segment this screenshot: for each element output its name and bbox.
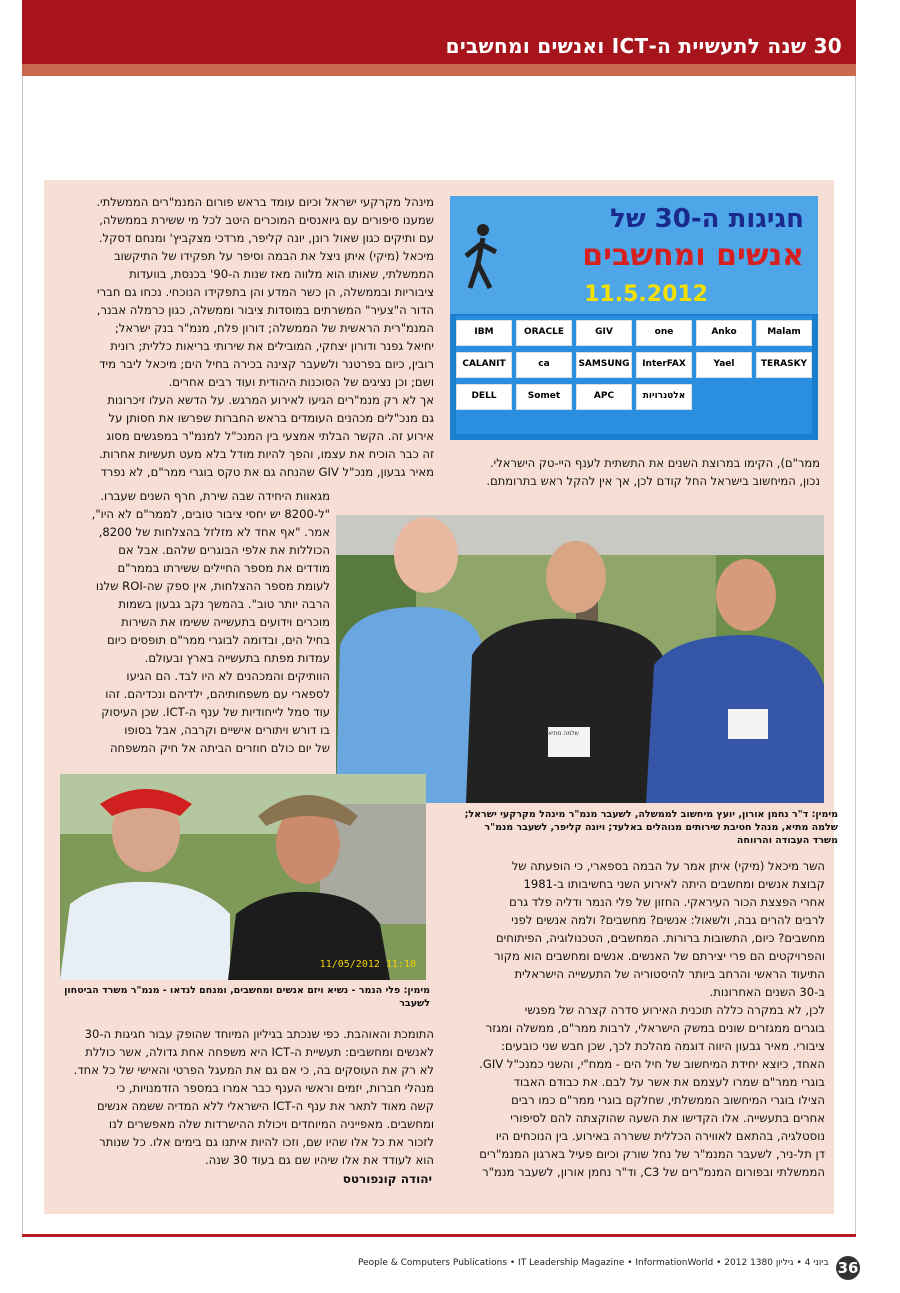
text-line: קשה מאוד לתאר את ענף ה-ICT הישראלי ללא המדיה ששמה אנשים — [96, 1099, 434, 1113]
sponsor-logo: InterFAX — [636, 352, 692, 378]
sponsor-logo: TERASKY — [756, 352, 812, 378]
sponsor-logo: אלטנרויות — [636, 384, 692, 410]
sponsor-logo: IBM — [456, 320, 512, 346]
text-line: לאנשים ומחשבים: תעשיית ה-ICT היא משפחה אחת גדולה, אשר כוללת — [85, 1045, 434, 1059]
text-line: השר מיכאל (מיקי) איתן אמר על הבמה בספארי, כי הופעתה של — [511, 859, 825, 873]
text-line: התיעוד הראשי והרחב ביותר להיסטוריה של התעשייה הישראלית — [514, 967, 825, 981]
sponsor-logo: ORACLE — [516, 320, 572, 346]
text-line: הוותיקים והמכהנים לא היו לבד. הם הגיעו — [126, 669, 330, 683]
text-line: האחד, כיוצא יחידת המיחשוב של חיל הים - ממח"י, והשני כמנכ"ל GIV. — [479, 1057, 825, 1071]
text-line: לזכור את כל אלו שהיו שם, וזכו להיות איתנו גם בימים אלו. כל שנותר — [99, 1135, 434, 1149]
pair-photo — [60, 774, 426, 980]
text-line: הרבה יותר טוב". בהמשך נקב גבעון בשמות — [118, 597, 330, 611]
text-line: מגאוות היחידה שבה שירת, חרף השנים שעברו. — [100, 489, 330, 503]
text-line: אירוע זה. הקשר הבלתי אמצעי בין המנכ"ל למנמ"ר במפגשים מסוג — [106, 429, 434, 443]
sponsor-logo: DELL — [456, 384, 512, 410]
caption-line: שלמה מתיא, מנהל חטיבת שירותים מנוהלים באלעד; ויונה קליפר, לשעבר מנמ"ר — [484, 822, 838, 833]
text-line: מודדים את מספר החיילים ששירתו בממר"ם — [117, 561, 330, 575]
text-line: בוגרים ממגזרים שונים במשק הישראלי, לרבות ממר"ם, ממשלה ומגזר — [485, 1021, 825, 1035]
text-line: ושם; וכן נציגים של הסוכנות היהודית ועוד רבים אחרים. — [168, 375, 434, 389]
sponsor-logo: GIV — [576, 320, 632, 346]
caption-line: לשעבר — [399, 998, 430, 1009]
sign-line1: חגיגות ה-30 של — [610, 204, 804, 234]
text-line: ומחשבים. מאפייניה המיוחדים ויכולת ההישרדות שלה מאפשרים לנו — [108, 1117, 434, 1131]
text-line: שמענו סיפורים עם גיואנסים המוכרים היטב לכל מי ששירת בממשלה, — [99, 213, 434, 227]
event-sign-photo — [450, 196, 818, 440]
text-line: בו דורש ויתורים אישיים וקרבה, אבל בסופו — [124, 723, 330, 737]
text-line: הכוללות את אלפי הבוגרים שלהם. אבל אם — [118, 543, 330, 557]
caption-line: מימין: ד"ר נחמן אורון, יועץ מיחשוב לממשלה, לשעבר מנמ"ר מינהל מקרקעי ישראל; — [464, 809, 838, 820]
sponsor-logo: Anko — [696, 320, 752, 346]
text-line: גם מנכ"לים מכהנים העומדים בראש החברות שפרשו את חסותן על — [108, 411, 434, 425]
pair-photo-graphic — [60, 774, 426, 980]
text-line: רובין, כיום בפרטנר ולשעבר קצינה בכירה בחיל הים; מיכאל ליבר מיד — [99, 357, 434, 371]
three-men-graphic — [336, 515, 824, 803]
text-line: נוסטלגיה, בהתאם לאווירה הכללית ששררה באירוע. בין הנוכחים היו — [495, 1129, 825, 1143]
footer-rule — [22, 1234, 856, 1237]
text-line: קבוצת אנשים ומחשבים היתה לאירוע השני בחשיבותו ב-1981 — [523, 877, 825, 891]
sponsor-logo: CALANIT — [456, 352, 512, 378]
text-line: אחרי הפצצת הכור העיראקי. החזון של פלי הנמר ודליה פלד גרם — [509, 895, 825, 909]
text-line: ב-30 השנים האחרונות. — [709, 985, 825, 999]
sign-caption — [450, 454, 820, 490]
text-line: אמר. "אף אחד לא מזלזל בהצלחות של 8200, — [98, 525, 330, 539]
text-line: התומכת והאוהבת. כפי שנכתב בגיליון המיוחד שהופק עבור חגיגות ה-30 — [84, 1027, 434, 1041]
article-column-mid — [56, 487, 330, 757]
text-line: "ל-8200 יש יחסי ציבור טובים, לממר"ם לא היו", — [91, 507, 330, 521]
sign-line2: אנשים ומחשבים — [582, 238, 804, 273]
text-line: עם ותיקים כגון שאול רונן, יונה קליפר, מרדכי מצקביץ' ומנחם דסקל. — [98, 231, 434, 245]
text-line: הממשלתי, שאותו הוא מלווה מאז שנות ה-90' בכנסת, בוועדות — [129, 267, 434, 281]
caption-line: מימין: פלי הנמר - נשיא ויזם אנשים ומחשבים, ומנחם לנדאו - מנמ"ר משרד הביטחון — [64, 985, 430, 996]
text-line: אחרים בתעשייה. אלו הקדישו את השעה שהוקצתה להם לסיפורי — [510, 1111, 825, 1125]
text-line: ציבורי. מאיר גבעון היווה דוגמה מהלכת לכך, שכן חבש שני כובעים: — [501, 1039, 825, 1053]
text-line: עוד סמל לייחודיות של ענף ה-ICT. שכן העיסוק — [101, 705, 330, 719]
page-title: 30 שנה לתעשיית ה-ICT ואנשים ומחשבים — [445, 34, 842, 58]
sign-date: 11.5.2012 — [584, 282, 708, 307]
text-line: של יום כולם חוזרים הביתה אל חיק המשפחה — [109, 741, 330, 755]
name-badge: שלמה מתיא — [548, 730, 579, 737]
text-line: דן תל-ניר, לשעבר המנמ"ר של נחל שורק וכיום פעיל בארגון המנמ"רים — [479, 1147, 825, 1161]
sponsor-logo: Somet — [516, 384, 572, 410]
text-line: הממשלתי ובפורום המנמ"רים של C3, וד"ר נחמן אורון, לשעבר מנמ"ר — [482, 1165, 825, 1179]
sponsor-logo: Malam — [756, 320, 812, 346]
text-line: עמדות מפתח בתעשייה בארץ ובעולם. — [144, 651, 330, 665]
text-line: לעומת מספר ההצלחות, אין ספק שה-ROI שלנו — [95, 579, 330, 593]
text-line: בוגרי ממר"ם שמרו לעצמם את אשר על לבם. את כבודם האבוד — [513, 1075, 825, 1089]
sponsor-logo: APC — [576, 384, 632, 410]
text-line: מחשבים? כיום, התשובות ברורות. המחשבים, הטכנולוגיה, הפיתוחים — [495, 931, 825, 945]
text-line: לספארי עם משפחותיהם, ילדיהם ונכדיהם. זהו — [105, 687, 330, 701]
text-line: והפרויקטים הם פרי יצירתם של האנשים. אנשים ומחשבים הוא מקור — [494, 949, 825, 963]
caption-line: נכון, המיחשוב בישראל החל קודם לכן, אך אין להקל ראש בתרומתם. — [486, 474, 820, 488]
text-line: מינהל מקרקעי ישראל וכיום עומד בראש פורום המנמ"רים הממשלתי. — [96, 195, 434, 209]
text-line: מוכרים וידועים בתעשייה ששימו את השירות — [121, 615, 330, 629]
sponsor-logo: one — [636, 320, 692, 346]
article-column-top — [56, 193, 434, 481]
men-caption — [448, 808, 838, 847]
photo-timestamp: 11/05/2012 11:10 — [319, 959, 416, 970]
caption-line: משרד העבודה והרווחה — [736, 835, 838, 846]
sponsor-logo: SAMSUNG — [576, 352, 632, 378]
page-number: 36 — [836, 1256, 860, 1280]
text-line: יחיאל גפנר ודורון יצחקי, המובילים את שירותי בריאות כללית; רונית — [110, 339, 434, 353]
text-line: הוא לעודד את אלו שיהיו שם גם בעוד 30 שנה. — [204, 1153, 434, 1167]
article-column-left-bottom — [56, 1025, 434, 1169]
text-line: מנהלי חברות, יזמים וראשי הענף כבר אמרו במספר הזדמנויות, כי — [116, 1081, 434, 1095]
text-line: הדור ה"צעיר" המשרתים במוסדות ציבור וממשלה, כגון כרמלה אבנר, — [96, 303, 434, 317]
text-line: לא רק את העוסקים בה, כי אם גם את המעגל הפרטי והאישי של כל אחד. — [73, 1063, 434, 1077]
header-strip — [22, 64, 856, 76]
text-line: מיכאל (מיקי) איתן ניצל את הבמה וסיפר על תפקידו של התיקשוב — [113, 249, 434, 263]
sponsor-logo: ca — [516, 352, 572, 378]
text-line: מאיר גבעון, מנכ"ל GIV שהנחה גם את טקס בוגרי ממר"ם, לא נפרד — [100, 465, 434, 479]
author-name: יהודה קונפורטס — [342, 1172, 432, 1186]
pair-caption — [60, 984, 430, 1010]
text-line: הצילו בוגרי המיחשוב הממשלתי, שחלקם בוגרי ממר"ם כמו רבים — [511, 1093, 825, 1107]
text-line: המנמ"רית הראשית של הממשלה; דורון פלח, מנמ"ר בנק ישראל; — [114, 321, 434, 335]
three-men-photo — [336, 515, 824, 803]
text-line: לכן, לא במקרה כללה תוכנית האירוע סדרה קצרה של מפגשי — [524, 1003, 825, 1017]
footer-text: People & Computers Publications • IT Leadership Magazine • InformationWorld • 2012 ביוני 4 • גיליון 1380 — [358, 1258, 829, 1268]
text-line: לרבים להרים גבה, ולשאול: אנשים? מחשבים? ולמה אנשים לפני — [511, 913, 825, 927]
sponsor-logo: Yael — [696, 352, 752, 378]
caption-line: ממר"ם), הקימו במרוצת השנים את התשתית לענף היי-טק הישראלי. — [490, 456, 820, 470]
text-line: אך לא רק מנמ"רים הגיעו לאירוע המרגש. על הדשא העלו זיכרונות — [107, 393, 434, 407]
text-line: ציבוריות ובממשלה, הן כשר המדע והן בתפקידו הנוכחי. נכחו גם חברי — [97, 285, 434, 299]
article-column-right-bottom — [447, 857, 825, 1181]
text-line: זה כבר הוכיח את עצמו, והפך להיות מודל בלא מעט תעשיות אחרות. — [99, 447, 434, 461]
text-line: בחיל הים, ובדומה לבוגרי ממר"ם תופסים כיום — [106, 633, 330, 647]
